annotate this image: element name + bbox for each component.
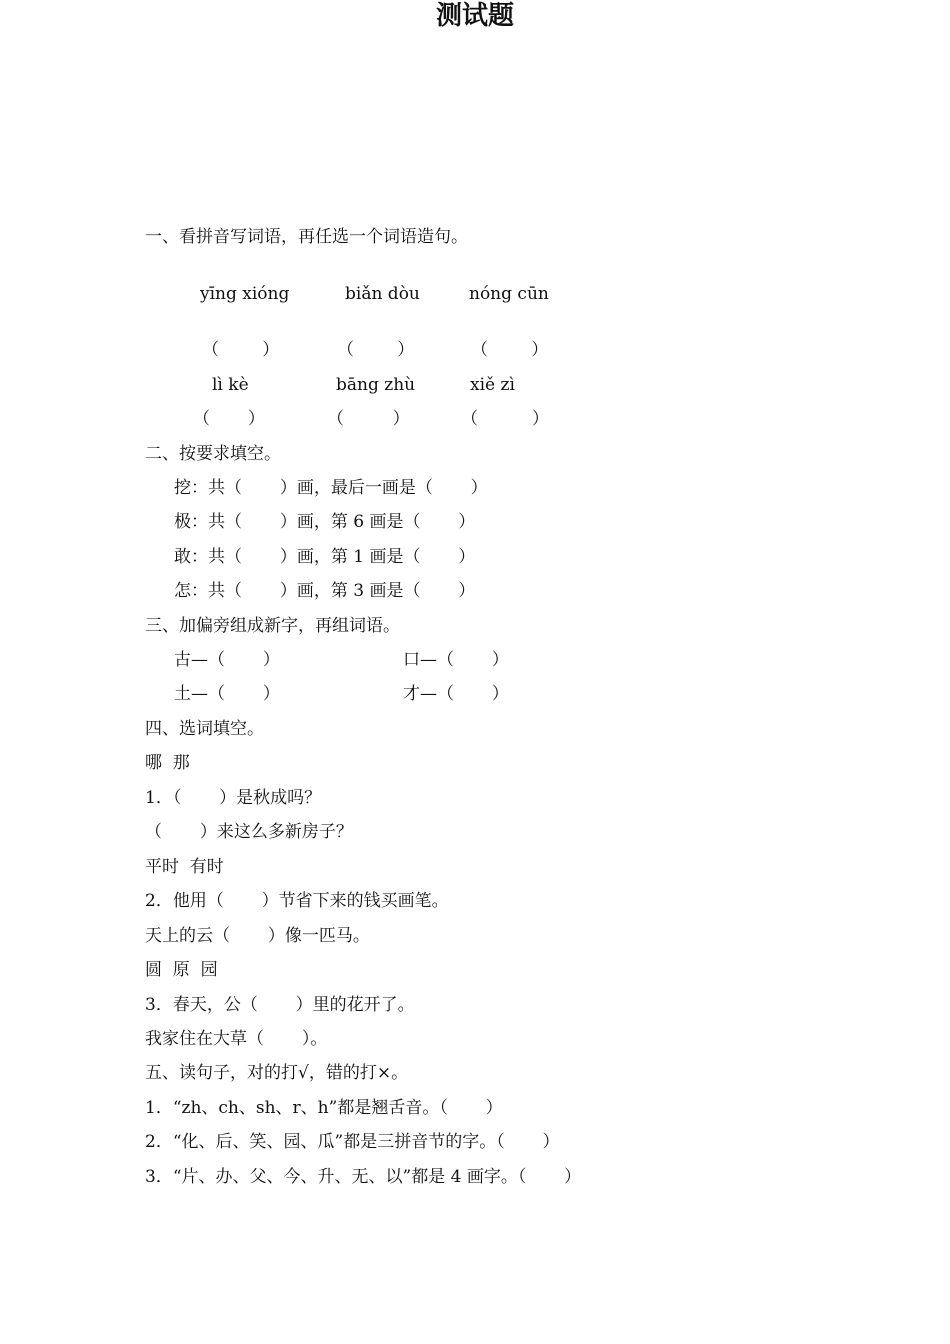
pinyin-yingxiong: yīng xióng [200, 284, 290, 304]
answer-blank[interactable]: （ ） [461, 409, 550, 429]
section-3-heading: 三、加偏旁组成新字，再组词语。 [145, 616, 400, 636]
question-line: 3．“片、办、父、今、升、无、以”都是 4 画字。（ ） [145, 1167, 582, 1187]
word-choices: 圆 原 园 [145, 960, 218, 980]
question-line: 天上的云（ ）像一匹马。 [145, 926, 370, 946]
pinyin-bangzhu: bāng zhù [336, 375, 416, 395]
page-title: 测试题 [435, 1, 514, 31]
question-line: 敢：共（ ）画，第 1 画是（ ） [174, 547, 476, 567]
question-line: 我家住在大草（ ）。 [145, 1029, 328, 1049]
radical-item: 才—（ ） [403, 684, 509, 704]
section-4-heading: 四、选词填空。 [145, 719, 264, 739]
word-choices: 平时 有时 [145, 857, 224, 877]
answer-blank[interactable]: （ ） [471, 340, 549, 360]
pinyin-biandou: biǎn dòu [345, 284, 420, 304]
radical-item: 土—（ ） [174, 684, 280, 704]
question-line: 3．春天，公（ ）里的花开了。 [145, 995, 415, 1015]
pinyin-xiezi: xiě zì [470, 375, 515, 395]
question-line: 极：共（ ）画，第 6 画是（ ） [174, 512, 476, 532]
question-line: 1．（ ）是秋成吗？ [145, 788, 322, 808]
question-line: 2．“化、后、笑、园、瓜”都是三拼音节的字。（ ） [145, 1132, 560, 1152]
radical-item: 古—（ ） [174, 650, 280, 670]
section-1-heading: 一、看拼音写词语，再任选一个词语造句。 [145, 227, 468, 247]
answer-blank[interactable]: （ ） [327, 409, 410, 429]
question-line: 2．他用（ ）节省下来的钱买画笔。 [145, 891, 449, 911]
answer-blank[interactable]: （ ） [193, 409, 265, 429]
pinyin-nongcun: nóng cūn [469, 284, 549, 304]
answer-blank[interactable]: （ ） [202, 340, 280, 360]
answer-blank[interactable]: （ ） [337, 340, 415, 360]
question-line: 1．“zh、ch、sh、r、h”都是翘舌音。（ ） [145, 1098, 503, 1118]
pinyin-like: lì kè [212, 375, 249, 395]
question-line: （ ）来这么多新房子？ [145, 822, 353, 842]
word-choices: 哪 那 [145, 753, 190, 773]
question-line: 挖：共（ ）画，最后一画是（ ） [174, 478, 488, 498]
section-2-heading: 二、按要求填空。 [145, 444, 281, 464]
question-line: 怎：共（ ）画，第 3 画是（ ） [174, 581, 476, 601]
radical-item: 口—（ ） [403, 650, 509, 670]
section-5-heading: 五、读句子，对的打√，错的打×。 [145, 1063, 409, 1083]
